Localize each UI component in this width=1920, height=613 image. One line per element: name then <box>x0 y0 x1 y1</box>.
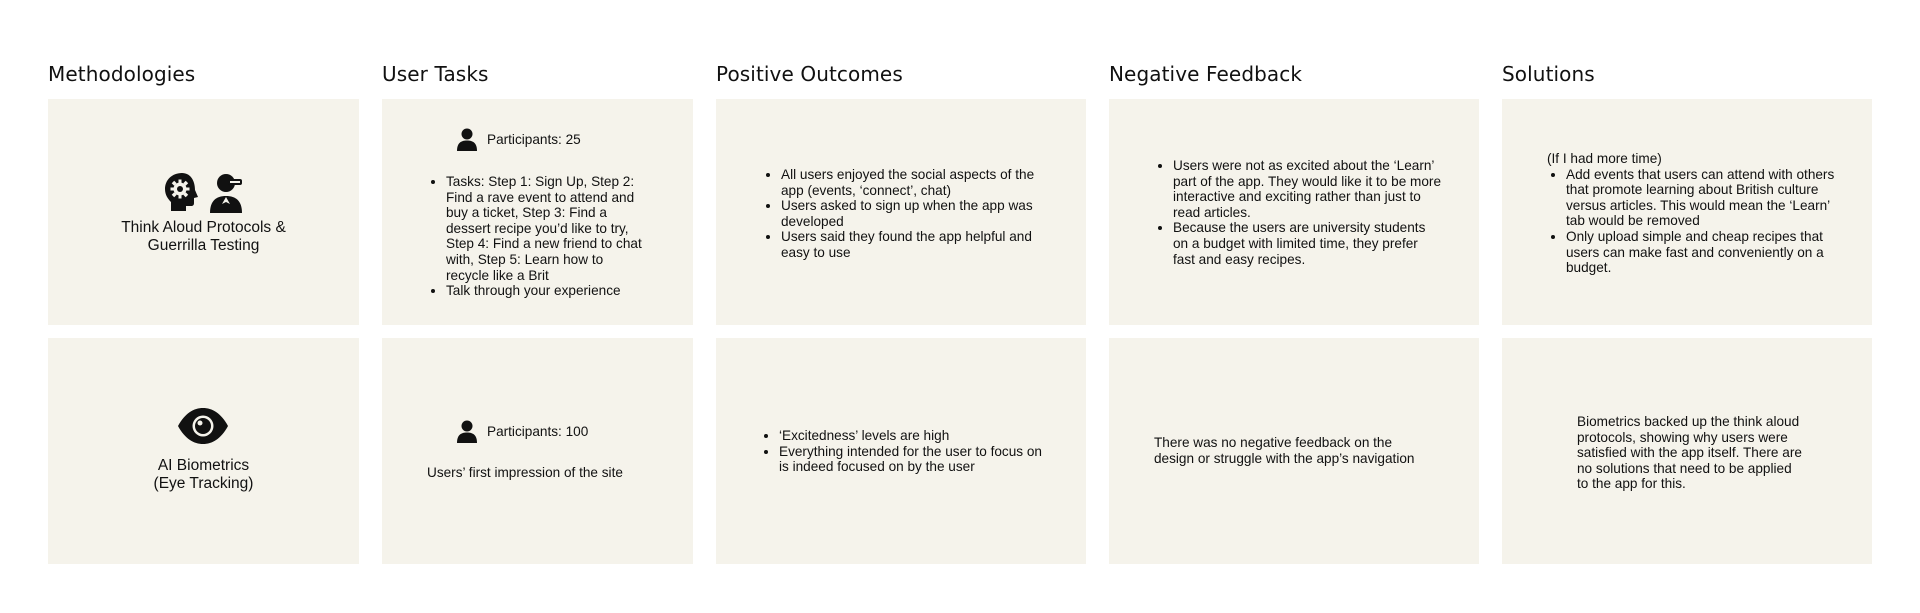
participants-count: Participants: 25 <box>487 131 581 147</box>
negative-feedback-list <box>1154 158 1443 267</box>
list-item: • Only upload simple and cheap recipes that users can make fast and conveniently on a budget. <box>1566 229 1836 276</box>
column-title-solutions: Solutions <box>1502 62 1595 86</box>
column-title-negative-feedback: Negative Feedback <box>1109 62 1303 86</box>
positive-outcomes-list <box>762 167 1039 261</box>
participants-row <box>457 128 581 151</box>
list-item: • Everything intended for the user to focus on is indeed focused on by the user <box>779 444 1054 475</box>
list-item: • Because the users are university students on a budget with limited time, they prefer fast and easy recipes. <box>1173 220 1443 267</box>
list-item: • Add events that users can attend with others that promote learning about British culture versus articles. This would mean the ‘Learn’ tab would be removed <box>1566 167 1836 229</box>
column-title-methodologies: Methodologies <box>48 62 196 86</box>
methodology-label-line-2: Guerrilla Testing <box>147 237 260 254</box>
list-item: • Users were not as excited about the ‘Learn’ part of the app. They would like it to be more interactive and exciting rather than just to read articles. <box>1173 158 1443 220</box>
negative-feedback-card-think-aloud <box>1109 99 1479 325</box>
column-title-positive-outcomes: Positive Outcomes <box>716 62 903 86</box>
methodology-label <box>48 219 359 255</box>
positive-outcomes-card-think-aloud <box>716 99 1086 325</box>
positive-outcomes-card-ai-biometrics <box>716 338 1086 564</box>
negative-feedback-card-ai-biometrics <box>1109 338 1479 564</box>
methodology-card-think-aloud <box>48 99 359 325</box>
methodology-label-line-1: Think Aloud Protocols & <box>121 219 286 236</box>
solutions-text: Biometrics backed up the think aloud protocols, showing why users were satisfied with the app itself. There are no solutions that need to be applied to the app for this. <box>1577 414 1802 492</box>
list-item: • ‘Excitedness’ levels are high <box>779 428 1054 444</box>
list-item: • Talk through your experience <box>446 283 646 299</box>
task-description: Users’ first impression of the site <box>427 465 623 480</box>
solutions-list <box>1547 167 1836 276</box>
person-icon <box>457 128 477 151</box>
user-tasks-card-ai-biometrics <box>382 338 693 564</box>
column-title-user-tasks: User Tasks <box>382 62 489 86</box>
user-tasks-card-think-aloud <box>382 99 693 325</box>
list-item: • Users said they found the app helpful and easy to use <box>781 229 1039 260</box>
task-list <box>427 174 646 299</box>
list-item: • All users enjoyed the social aspects of the app (events, ‘connect’, chat) <box>781 167 1039 198</box>
solutions-card-ai-biometrics <box>1502 338 1872 564</box>
eye-icon <box>177 407 229 445</box>
methodology-label-line-1: AI Biometrics <box>157 457 250 474</box>
negative-feedback-text: There was no negative feedback on the design or struggle with the app’s navigation <box>1154 435 1415 466</box>
methodology-card-ai-biometrics <box>48 338 359 564</box>
participants-count: Participants: 100 <box>487 423 589 439</box>
methodology-label-line-2: (Eye Tracking) <box>153 475 254 492</box>
participants-row <box>457 420 588 443</box>
methodology-label <box>48 457 359 493</box>
list-item: • Users asked to sign up when the app was developed <box>781 198 1039 229</box>
solutions-block <box>1547 151 1847 276</box>
methodology-icons <box>162 171 246 213</box>
solutions-intro: (If I had more time) <box>1547 151 1662 166</box>
list-item: • Tasks: Step 1: Sign Up, Step 2: Find a rave event to attend and buy a ticket, Step 3: Find a dessert recipe you’d like to try, Step 4: Find a new friend to chat with, Step 5: Learn how to recycle like a Brit <box>446 174 646 283</box>
head-gear-icon <box>162 171 204 213</box>
person-icon <box>457 420 477 443</box>
solutions-card-think-aloud <box>1502 99 1872 325</box>
incognito-person-icon <box>208 171 248 213</box>
positive-outcomes-list <box>760 428 1054 475</box>
